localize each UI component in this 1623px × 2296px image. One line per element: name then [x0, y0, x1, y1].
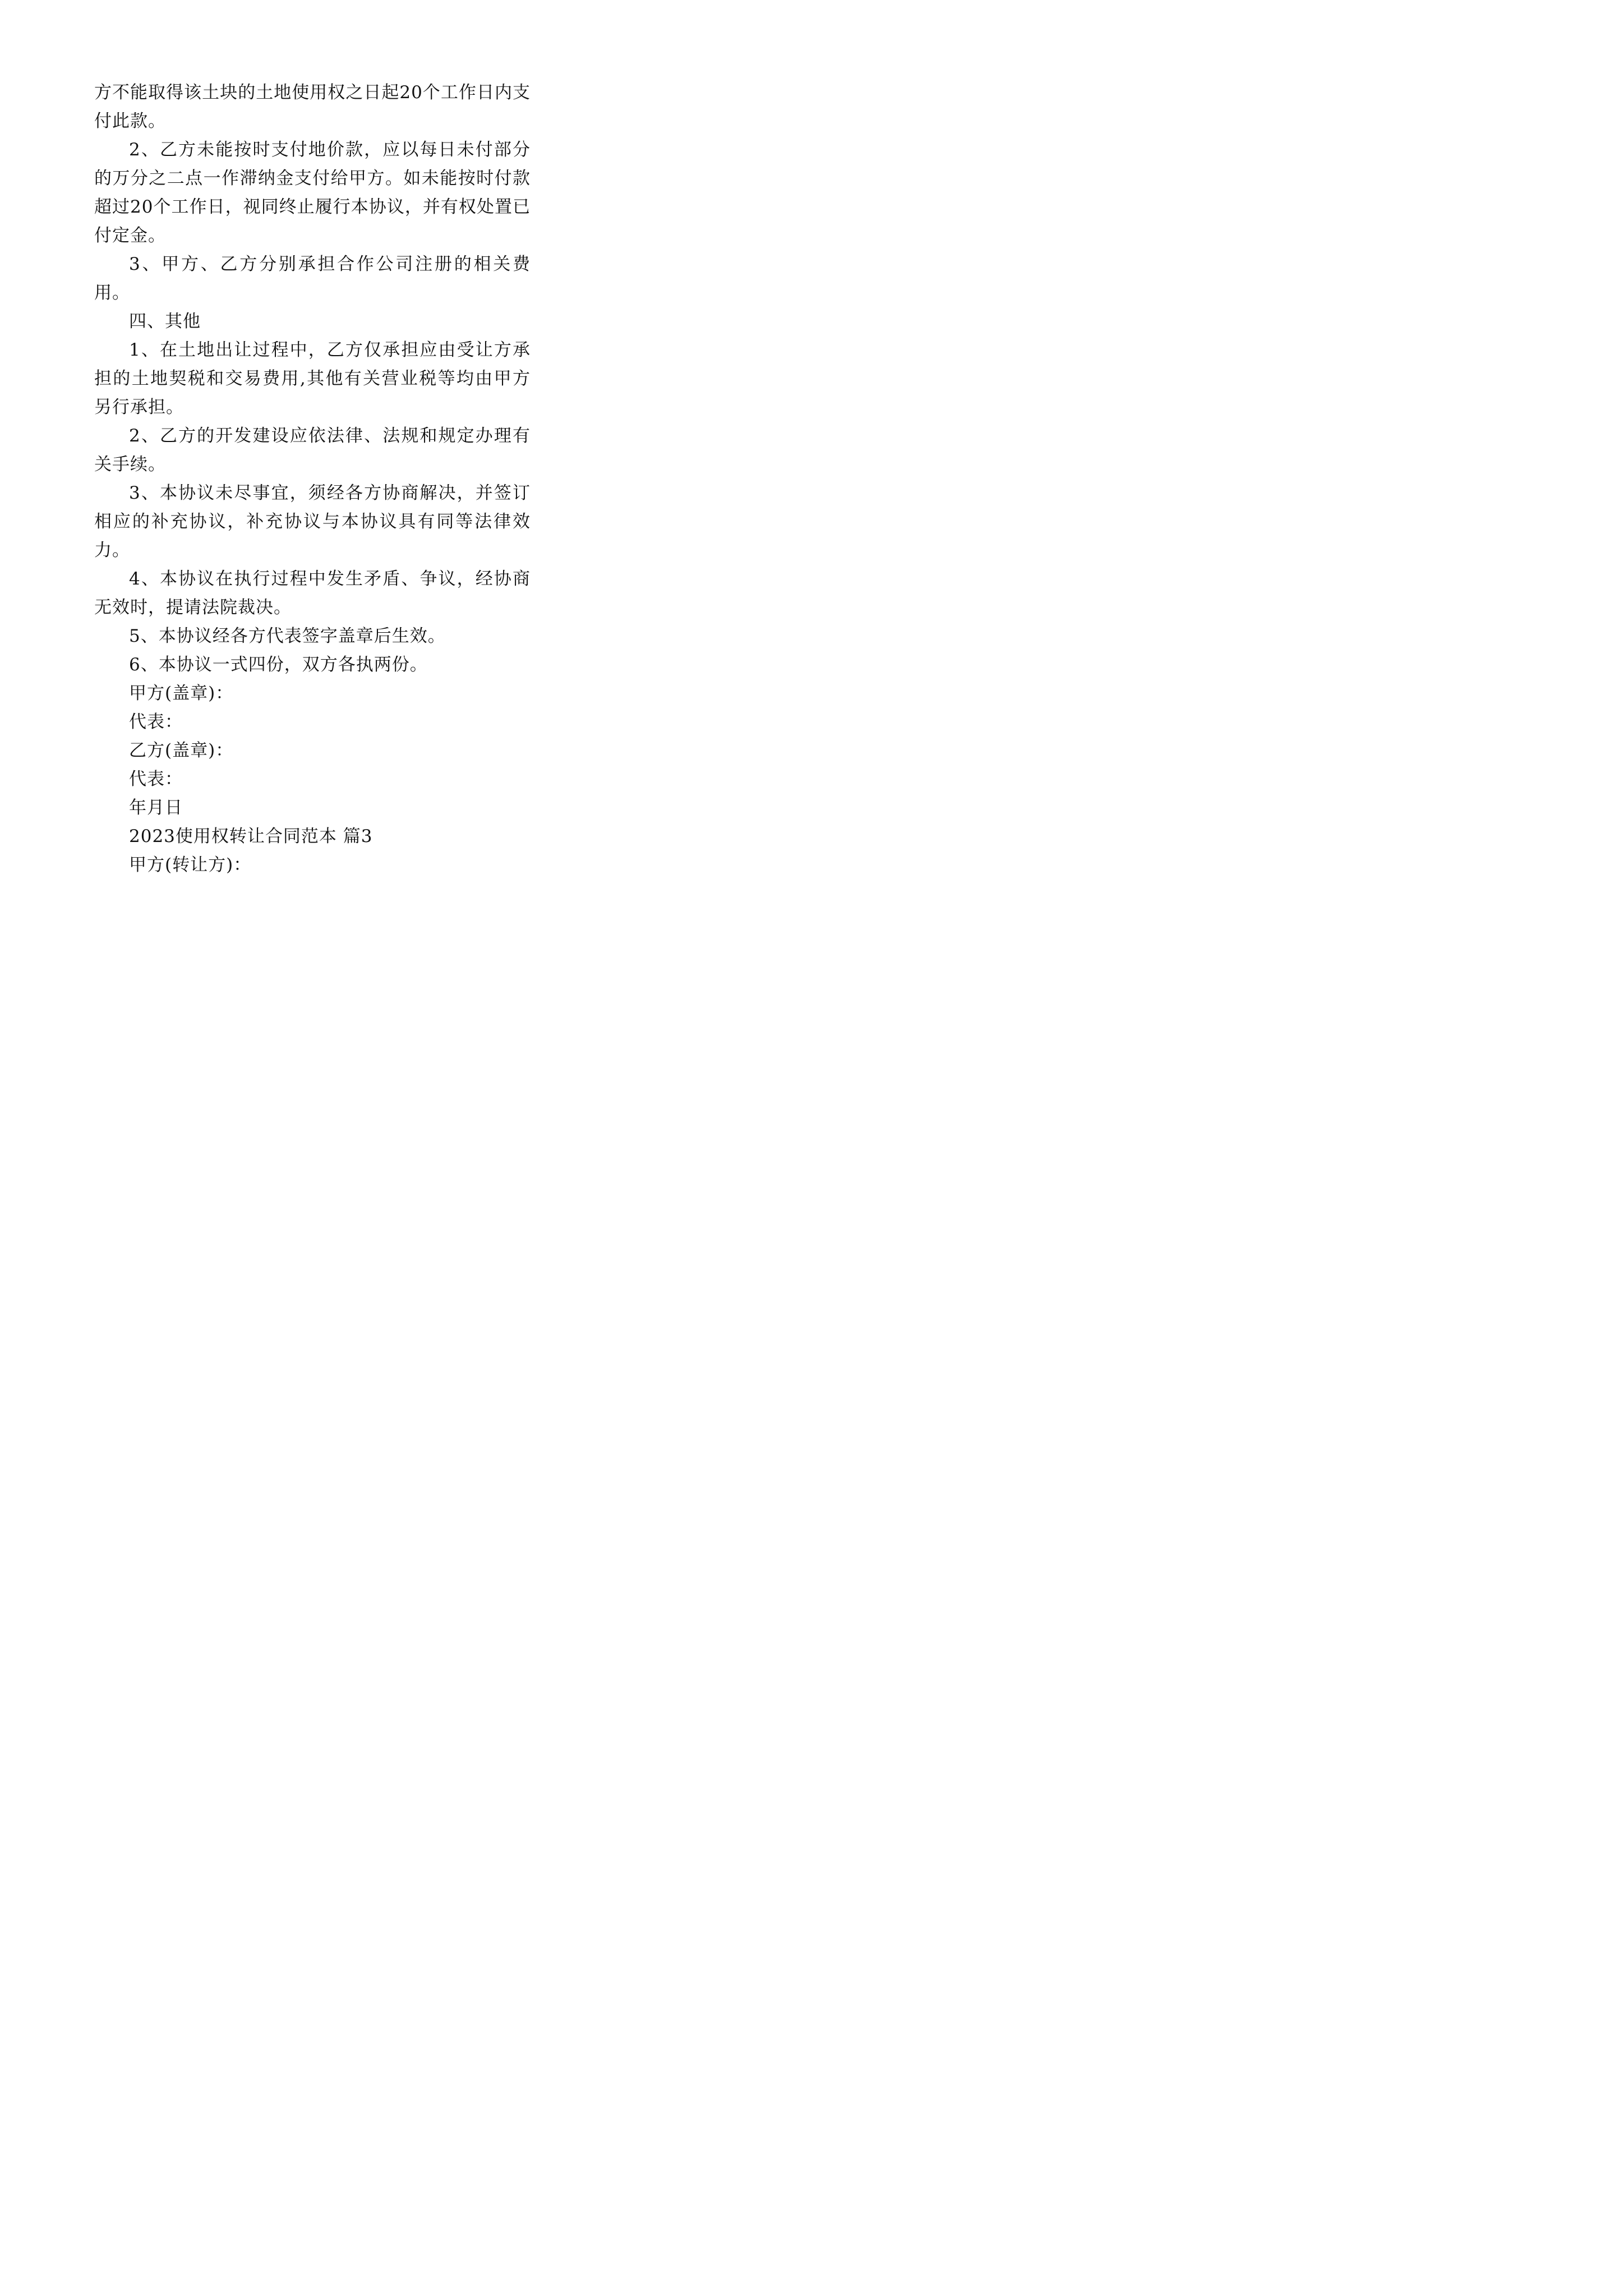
paragraph-late-payment-penalty: 2、乙方未能按时支付地价款，应以每日未付部分的万分之二点一作滞纳金支付给甲方。如未能按时付款超过20个工作日，视同终止履行本协议，并有权处置已付定金。	[94, 140, 531, 246]
document-body	[94, 79, 531, 880]
signature-party-b-representative: 代表：	[129, 769, 183, 789]
section-heading-other: 四、其他	[129, 311, 201, 332]
paragraph-effective-condition: 5、本协议经各方代表签字盖章后生效。	[129, 626, 446, 646]
paragraph-dispute-resolution: 4、本协议在执行过程中发生矛盾、争议，经协商无效时，提请法院裁决。	[94, 569, 531, 618]
paragraph-supplementary-agreement: 3、本协议未尽事宜，须经各方协商解决，并签订相应的补充协议，补充协议与本协议具有同等法律效力。	[94, 483, 531, 560]
signature-date: 年月日	[129, 798, 183, 818]
paragraph-registration-fees: 3、甲方、乙方分别承担合作公司注册的相关费用。	[94, 254, 531, 303]
signature-party-a-seal: 甲方(盖章)：	[129, 683, 234, 703]
party-a-transferor-label: 甲方(转让方)：	[129, 855, 252, 875]
paragraph-copies: 6、本协议一式四份，双方各执两份。	[129, 655, 428, 675]
signature-party-a-representative: 代表：	[129, 712, 183, 732]
signature-party-b-seal: 乙方(盖章)：	[129, 740, 234, 761]
paragraph-payment-deadline-continued: 方不能取得该土块的土地使用权之日起20个工作日内支付此款。	[94, 82, 531, 131]
document-page	[0, 0, 617, 873]
paragraph-land-transfer-taxes: 1、在土地出让过程中，乙方仅承担应由受让方承担的土地契税和交易费用,其他有关营业税等均由甲方另行承担。	[94, 340, 531, 417]
contract-template-title: 2023使用权转让合同范本 篇3	[129, 826, 373, 846]
paragraph-development-procedures: 2、乙方的开发建设应依法律、法规和规定办理有关手续。	[94, 426, 531, 475]
